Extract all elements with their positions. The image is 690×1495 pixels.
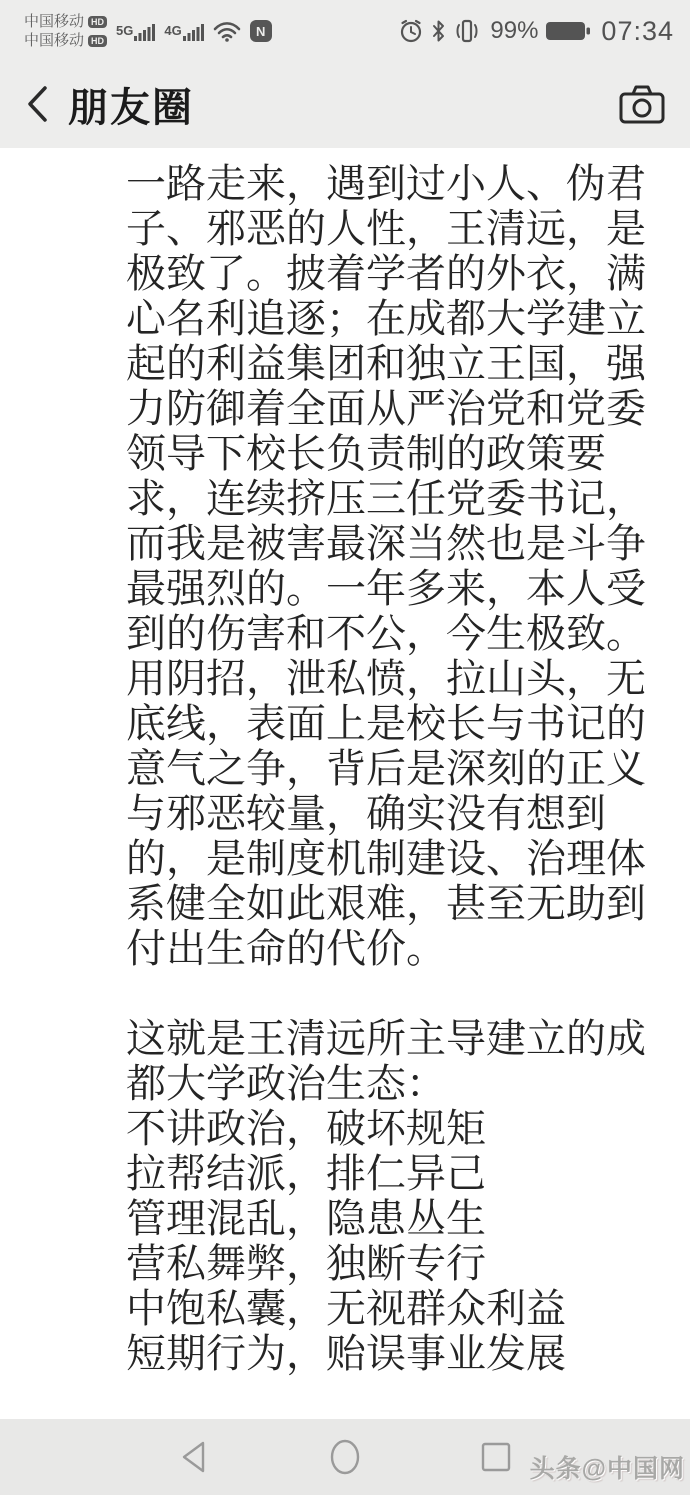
post-line: 求，连续挤压三任党委书记， [126, 477, 646, 521]
post-line: 用阴招，泄私愤，拉山头，无 [126, 657, 646, 701]
post-line [126, 972, 654, 1017]
network-4g-label: 4G [164, 22, 182, 38]
carrier-name-1: 中国移动 [24, 12, 85, 30]
post-line: 营私舞弊，独断专行 [126, 1242, 486, 1286]
post-line: 这就是王清远所主导建立的成 [126, 1017, 646, 1061]
signal-bars-icon [183, 22, 204, 41]
alarm-clock-icon [398, 18, 424, 44]
carrier-name-2: 中国移动 [24, 31, 85, 49]
post-line: 拉帮结派，排仁异己 [126, 1152, 486, 1196]
signal-4g [164, 22, 203, 41]
post-line: 系健全如此艰难，甚至无助到 [126, 882, 646, 926]
post-line: 底线，表面上是校长与书记的 [126, 702, 646, 746]
post-line: 付出生命的代价。 [126, 927, 446, 971]
status-bar [0, 0, 690, 60]
post-line: 不讲政治，破坏规矩 [126, 1107, 486, 1151]
post-text-block [0, 148, 690, 1377]
carrier-row-2 [24, 33, 107, 49]
wifi-icon [213, 20, 241, 42]
recents-square-icon [480, 1441, 512, 1473]
post-line: 一路走来，遇到过小人、伪君 [126, 162, 646, 206]
watermark: 头条@中国网 [529, 1455, 685, 1483]
post-line: 到的伤害和不公，今生极致。 [126, 612, 646, 656]
post-line: 都大学政治生态： [126, 1062, 446, 1106]
system-home-button[interactable] [328, 1438, 362, 1476]
nfc-icon: N [250, 20, 272, 42]
system-recents-button[interactable] [480, 1441, 512, 1473]
signal-bars-icon [134, 22, 155, 41]
post-line: 短期行为，贻误事业发展 [126, 1332, 566, 1376]
post-line: 中饱私囊，无视群众利益 [126, 1287, 566, 1331]
camera-button[interactable] [618, 83, 666, 125]
back-triangle-icon [178, 1439, 210, 1475]
hd-badge-icon: HD [88, 35, 107, 47]
back-button[interactable] [24, 82, 50, 126]
carrier-labels [24, 14, 107, 49]
post-line: 子、邪恶的人性，王清远，是 [126, 207, 646, 251]
post-line: 的，是制度机制建设、治理体 [126, 837, 646, 881]
post-line: 心名利追逐；在成都大学建立 [126, 297, 646, 341]
post-line: 领导下校长负责制的政策要 [126, 432, 606, 476]
battery-icon [545, 19, 591, 43]
post-line: 而我是被害最深当然也是斗争 [126, 522, 646, 566]
network-5g-label: 5G [116, 22, 134, 38]
moments-nav-bar [0, 60, 690, 148]
status-bar-right [398, 16, 674, 47]
post-line: 极致了。披着学者的外衣，满 [126, 252, 646, 296]
vibrate-icon [453, 19, 481, 43]
status-time: 07:34 [601, 15, 674, 46]
back-chevron-icon [24, 82, 50, 126]
battery-percent: 99% [490, 17, 539, 44]
post-line: 意气之争，背后是深刻的正义 [126, 747, 646, 791]
post-line: 最强烈的。一年多来，本人受 [126, 567, 646, 611]
bluetooth-icon [431, 19, 446, 43]
camera-icon [618, 83, 666, 125]
post-line: 力防御着全面从严治党和党委 [126, 387, 646, 431]
status-bar-left [24, 14, 272, 49]
page-title: 朋友圈 [68, 85, 194, 130]
carrier-row-1 [24, 14, 107, 30]
post-line: 与邪恶较量，确实没有想到 [126, 792, 606, 836]
signal-5g [116, 22, 155, 41]
hd-badge-icon: HD [88, 16, 107, 28]
system-back-button[interactable] [178, 1439, 210, 1475]
home-circle-icon [328, 1438, 362, 1476]
post-line: 起的利益集团和独立王国，强 [126, 342, 646, 386]
post-line: 管理混乱，隐患丛生 [126, 1197, 486, 1241]
